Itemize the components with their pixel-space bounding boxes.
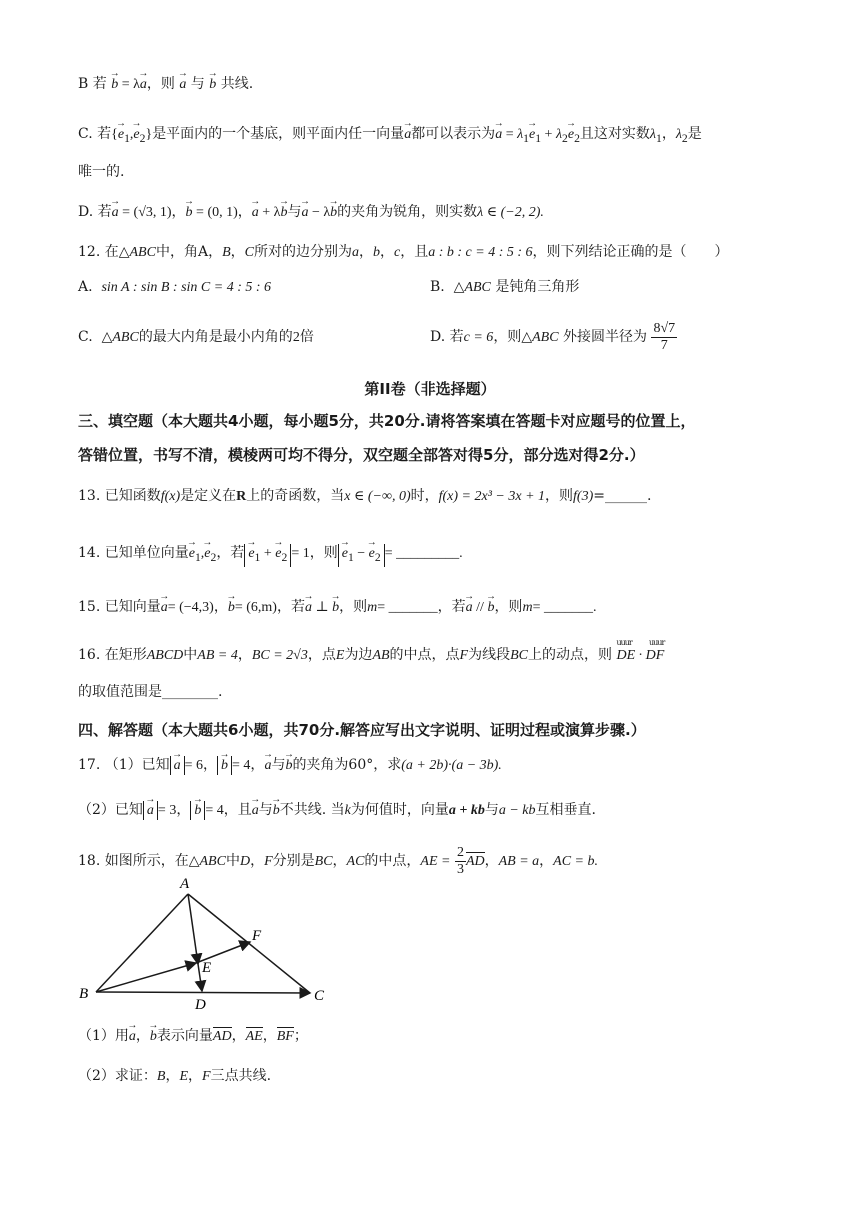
section4-heading: 四、解答题（本大题共6小题，共70分.解答应写出文字说明、证明过程或演算步骤.）: [78, 721, 646, 739]
q12-d-fraction: $\frac{8√7}{7}$: [653, 320, 676, 353]
label-f: F: [252, 928, 262, 944]
section3-heading-line1: 三、填空题（本大题共4小题，每小题5分，共20分.请将答案填在答题卡对应题号的位置上，: [78, 412, 696, 430]
label-a: A: [180, 876, 190, 892]
q18-sub1: （1）用→ a，→ b表示向量AD，AE，BF；: [78, 1026, 308, 1047]
edge-ab: [96, 894, 188, 992]
q18-triangle-figure: [74, 872, 344, 1012]
q15: 15. 已知向量→ a= (−4,3)，→ b= (6,m)，若→ a ⊥ → b，则m= _______，若→ a // → b，则m= _______.: [78, 597, 596, 618]
q12-option-b: B. △ABC 是钝角三角形: [430, 279, 580, 295]
segment-be: [96, 963, 196, 992]
q18-sub2: （2）求证：B，E，F三点共线.: [78, 1068, 272, 1084]
q18-stem: 18. 如图所示，在△ABC中D，F分别是BC，AC的中点，AE = $\frac{2}{3}$ AD，AB = a，AC = b.: [78, 844, 599, 877]
q11-option-b: B 若 → b = λ→ a，则 → a 与 → b 共线.: [78, 74, 253, 95]
q16-dot-product: uuur uuur DE · DF: [616, 638, 665, 663]
q16-line2: 的取值范围是________.: [78, 684, 223, 700]
q14: 14. 已知单位向量→ $e_1,\to e_2$，若→ $e_1$ + → $e_2 = 1$，则→ $e_1$ − → $e_2$ = _________.: [78, 543, 463, 568]
q11-option-d: D. 若→ a = (√3, 1)，→ b = (0, 1)，→ a + λ→ b与→ a − λ→ b的夹角为锐角，则实数λ ∈ (−2, 2).: [78, 202, 544, 223]
q13: 13. 已知函数f(x)是定义在R上的奇函数，当x ∈ (−∞, 0)时，f(x) = 2x³ − 3x + 1，则f(3)=______.: [78, 488, 652, 504]
q18-fraction: $\frac{2}{3}$: [456, 844, 464, 877]
q16-line1: 16. 在矩形ABCD中AB = 4，BC = 2√3，点E为边AB的中点，点F为线段BC上的动点，则 uuur uuur DE · DF: [78, 645, 664, 666]
q17-part2: （2）已知→ a = 3，→ b = 4，且→ a与→ b不共线. 当k为何值时，向量a + kb与a − kb互相垂直.: [78, 800, 596, 821]
edge-ac: [188, 894, 310, 993]
q11-option-c-cont: 唯一的.: [78, 164, 125, 180]
label-e: E: [202, 960, 212, 976]
label-c: C: [314, 988, 325, 1004]
segment-ad: [188, 894, 198, 964]
label-b: B: [79, 986, 89, 1002]
q12-stem: 12. 在△ABC中，角A，B，C所对的边分别为a，b，c，且a : b : c = 4 : 5 : 6，则下列结论正确的是（ ）: [78, 244, 729, 260]
part2-title: 第II卷（非选择题）: [364, 380, 496, 398]
q12-option-d: D. 若c = 6，则△ABC 外接圆半径为 $\frac{8√7}{7}$: [430, 320, 676, 353]
q17-part1: 17. （1）已知→ a = 6，→ b = 4，→ a与→ b的夹角为60°，求(a + 2b)·(a − 3b).: [78, 755, 502, 776]
section3-heading-line2: 答错位置，书写不清，模棱两可均不得分，双空题全部答对得5分，部分选对得2分.）: [78, 446, 645, 464]
label-d: D: [195, 997, 206, 1012]
q12-option-c: C. △ABC的最大内角是最小内角的2倍: [78, 329, 314, 345]
edge-bc: [96, 992, 310, 993]
q11-option-c: C. 若{→ $e_1,\to e_2$}是平面内的一个基底，则平面内任一向量→ a都可以表示为→ $a = \lambda_1\to e_1 + \lambda_2\to e_2$且这对实数$\lambda_1$，$\lambda_2$是: [78, 124, 702, 149]
q12-option-a: A. sin A : sin B : sin C = 4 : 5 : 6: [78, 279, 272, 295]
